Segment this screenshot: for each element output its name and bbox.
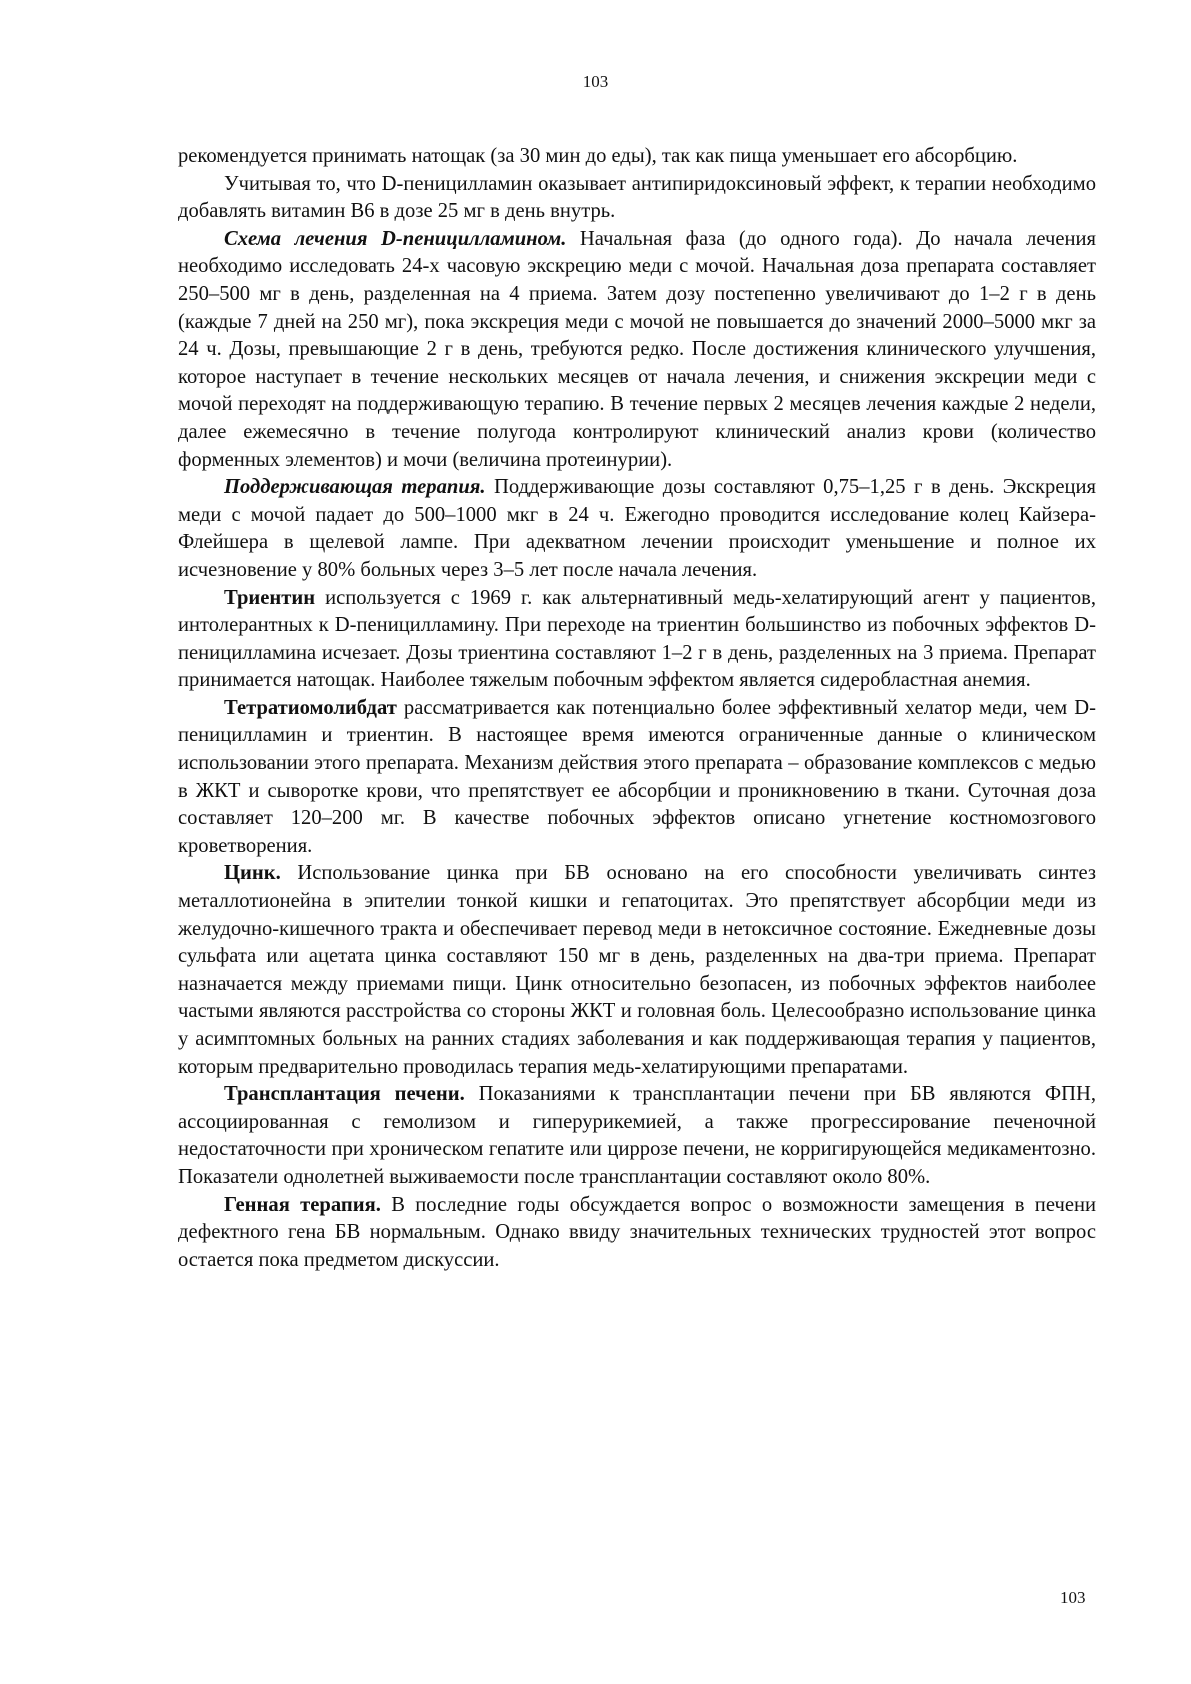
paragraph-text: Поддерживающие дозы составляют 0,75–1,25 г в день. Экскреция меди с мочой падает до 500–1000 мкг в 24 ч. Ежегодно проводится исследование колец Кайзера-Флейшера в щелевой лампе. При адекватном лечении происходит уменьшение и полное их исчезновение у 80% больных через 3–5 лет после начала лечения. bbox=[178, 476, 1096, 581]
paragraph-text: Начальная фаза (до одного года). До начала лечения необходимо исследовать 24-х часовую экскрецию меди с мочой. Начальная доза препарата составляет 250–500 мг в день, разделенная на 4 приема. Затем дозу постепенно увеличивают до 1–2 г в день (каждые 7 дней на 250 мг), пока экскреция меди с мочой не повышается до значений 2000–5000 мкг за 24 ч. Дозы, превышающие 2 г в день, требуются редко. После достижения клинического улучшения, которое наступает в течение нескольких месяцев от начала лечения, и снижения экскреции меди с мочой переходят на поддерживающую терапию. В течение первых 2 месяцев лечения каждые 2 недели, далее ежемесячно в течение полугода контролируют клинический анализ крови (количество форменных элементов) и мочи (величина протеинурии). bbox=[178, 227, 1096, 471]
paragraph-heading: Тетратиомолибдат bbox=[224, 696, 397, 719]
paragraph-vitamin-b6 bbox=[178, 171, 1096, 226]
page-number-top: 103 bbox=[582, 72, 609, 91]
page-number-bottom: 103 bbox=[1060, 1588, 1086, 1607]
paragraph-text: Использование цинка при БВ основано на его способности увеличивать синтез металлотионейна в эпителии тонкой кишки и гепатоцитах. Это препятствует абсорбции меди из желудочно-кишечного тракта и обеспечивает перевод меди в нетоксичное состояние. Ежедневные дозы сульфата или ацетата цинка составляют 150 мг в день, разделенных на два-три приема. Препарат назначается между приемами пищи. Цинк относительно безопасен, из побочных эффектов наиболее частыми являются расстройства со стороны ЖКТ и головная боль. Целесообразно использование цинка у асимптомных больных на ранних стадиях заболевания и как поддерживающая терапия у пациентов, которым предварительно проводилась терапия медь-хелатирующими препаратами. bbox=[178, 862, 1096, 1078]
paragraph-text: рекомендуется принимать натощак (за 30 мин до еды), так как пища уменьшает его абсорбцию. bbox=[178, 145, 1018, 167]
paragraph-heading: Генная терапия. bbox=[224, 1193, 381, 1216]
paragraph-tetrathiomolybdate bbox=[178, 695, 1096, 861]
paragraph-maintenance-therapy bbox=[178, 474, 1096, 584]
paragraph-heading: Схема лечения D-пеницилламином. bbox=[224, 227, 567, 250]
paragraph-text: рассматривается как потенциально более эффективный хелатор меди, чем D-пеницилламин и триентин. В настоящее время имеются ограниченные данные о клиническом использовании этого препарата. Механизм действия этого препарата – образование комплексов с медью в ЖКТ и сыворотке крови, что препятствует ее абсорбции и проникновению в ткани. Суточная доза составляет 120–200 мг. В качестве побочных эффектов описано угнетение костномозгового кроветворения. bbox=[178, 696, 1096, 857]
paragraph-penicillamine-scheme bbox=[178, 226, 1096, 474]
paragraph-text: В последние годы обсуждается вопрос о возможности замещения в печени дефектного гена БВ нормальным. Однако ввиду значительных технических трудностей этот вопрос остается пока предметом дискуссии. bbox=[178, 1193, 1096, 1271]
paragraph-zinc bbox=[178, 860, 1096, 1081]
paragraph-heading: Трансплантация печени. bbox=[224, 1083, 465, 1106]
paragraph-heading: Цинк. bbox=[224, 862, 281, 885]
paragraph-gene-therapy bbox=[178, 1192, 1096, 1275]
paragraph-trientine bbox=[178, 585, 1096, 695]
document-body bbox=[178, 143, 1096, 1274]
paragraph-text: Показаниями к трансплантации печени при БВ являются ФПН, ассоциированная с гемолизом и гиперурикемией, а также прогрессирование печеночной недостаточности при хроническом гепатите или циррозе печени, не корригирующейся медикаментозно. Показатели однолетней выживаемости после трансплантации составляют около 80%. bbox=[178, 1083, 1096, 1188]
paragraph-heading: Поддерживающая терапия. bbox=[224, 476, 486, 499]
paragraph-text: Учитывая то, что D-пеницилламин оказывает антипиридоксиновый эффект, к терапии необходимо добавлять витамин В6 в дозе 25 мг в день внутрь. bbox=[178, 172, 1096, 223]
paragraph-continuation bbox=[178, 143, 1096, 171]
paragraph-heading: Триентин bbox=[224, 586, 316, 609]
paragraph-text: используется с 1969 г. как альтернативный медь-хелатирующий агент у пациентов, интолерантных к D-пеницилламину. При переходе на триентин большинство из побочных эффектов D-пеницилламина исчезает. Дозы триентина составляют 1–2 г в день, разделенных на 3 приема. Препарат принимается натощак. Наиболее тяжелым побочным эффектом является сидеробластная анемия. bbox=[178, 586, 1096, 692]
paragraph-liver-transplant bbox=[178, 1081, 1096, 1191]
